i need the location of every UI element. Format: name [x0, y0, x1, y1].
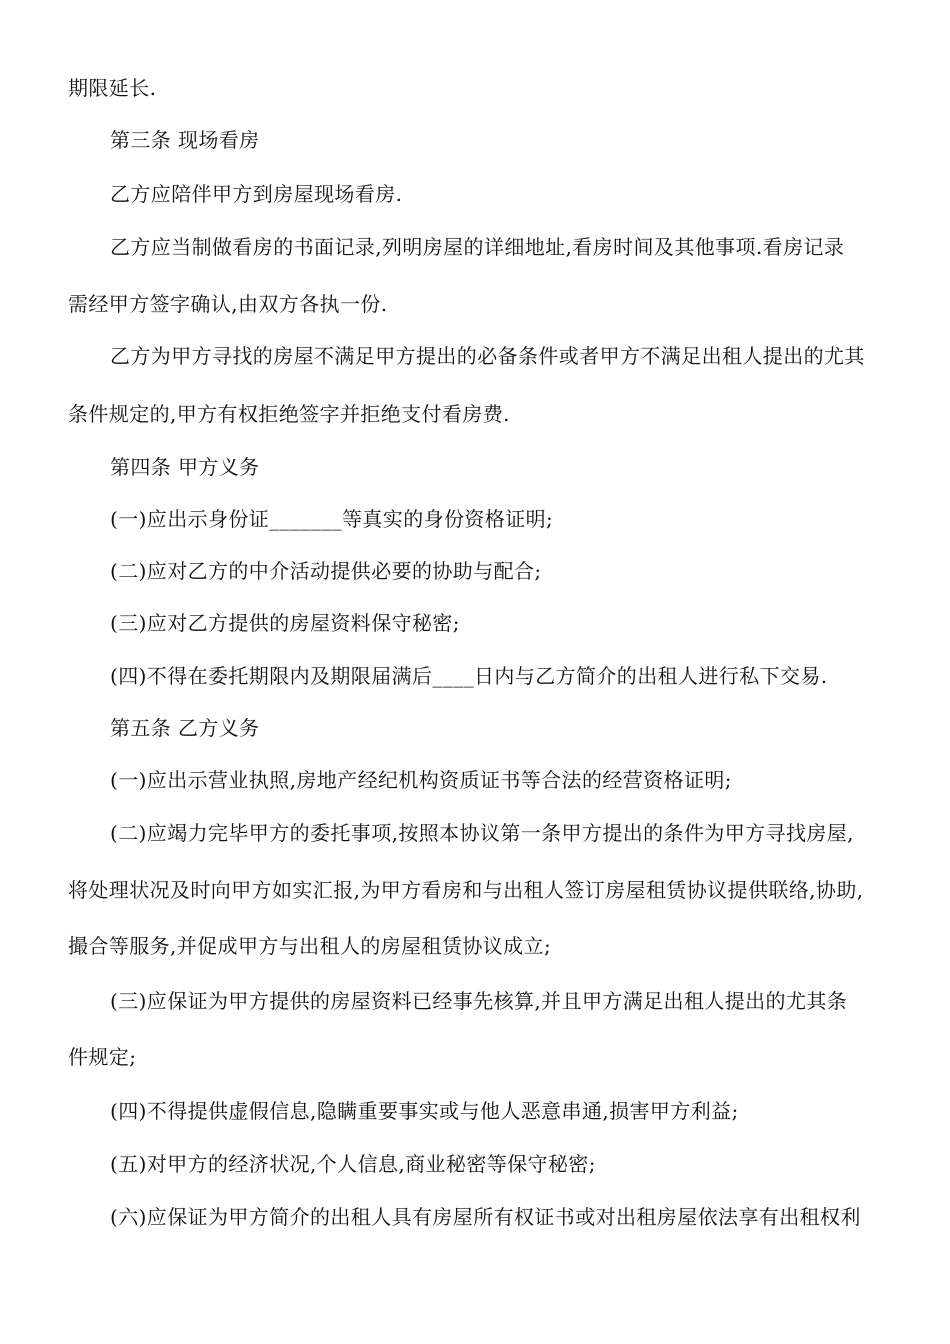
text-line: 乙方为甲方寻找的房屋不满足甲方提出的必备条件或者甲方不满足出租人提出的尤其	[110, 344, 865, 368]
section-heading-article-5: 第五条 乙方义务	[110, 716, 260, 740]
list-item: (二)应对乙方的中介活动提供必要的协助与配合;	[110, 559, 542, 583]
text-line: 需经甲方签字确认,由双方各执一份.	[68, 292, 388, 316]
text-line: 撮合等服务,并促成甲方与出租人的房屋租赁协议成立;	[68, 934, 552, 958]
list-item: (三)应保证为甲方提供的房屋资料已经事先核算,并且甲方满足出租人提出的尤其条	[110, 989, 848, 1013]
text-line: 期限延长.	[68, 76, 157, 100]
section-heading-article-3: 第三条 现场看房	[110, 128, 260, 152]
text-line: 条件规定的,甲方有权拒绝签字并拒绝支付看房费.	[68, 402, 510, 426]
text-line: 乙方应当制做看房的书面记录,列明房屋的详细地址,看房时间及其他事项.看房记录	[110, 235, 845, 259]
list-item: (五)对甲方的经济状况,个人信息,商业秘密等保守秘密;	[110, 1152, 596, 1176]
text-line: 件规定;	[68, 1045, 137, 1069]
list-item: (一)应出示身份证_______等真实的身份资格证明;	[110, 507, 554, 531]
list-item: (六)应保证为甲方简介的出租人具有房屋所有权证书或对出租房屋依法享有出租权利	[110, 1205, 861, 1229]
section-heading-article-4: 第四条 甲方义务	[110, 455, 260, 479]
list-item: (四)不得提供虚假信息,隐瞒重要事实或与他人恶意串通,损害甲方利益;	[110, 1099, 739, 1123]
list-item: (一)应出示营业执照,房地产经纪机构资质证书等合法的经营资格证明;	[110, 768, 732, 792]
list-item: (二)应竭力完毕甲方的委托事项,按照本协议第一条甲方提出的条件为甲方寻找房屋,	[110, 821, 854, 845]
text-line: 将处理状况及时向甲方如实汇报,为甲方看房和与出租人签订房屋租赁协议提供联络,协助,	[68, 878, 864, 902]
list-item: (三)应对乙方提供的房屋资料保守秘密;	[110, 611, 460, 635]
list-item: (四)不得在委托期限内及期限届满后____日内与乙方简介的出租人进行私下交易.	[110, 664, 828, 688]
text-line: 乙方应陪伴甲方到房屋现场看房.	[110, 182, 403, 206]
